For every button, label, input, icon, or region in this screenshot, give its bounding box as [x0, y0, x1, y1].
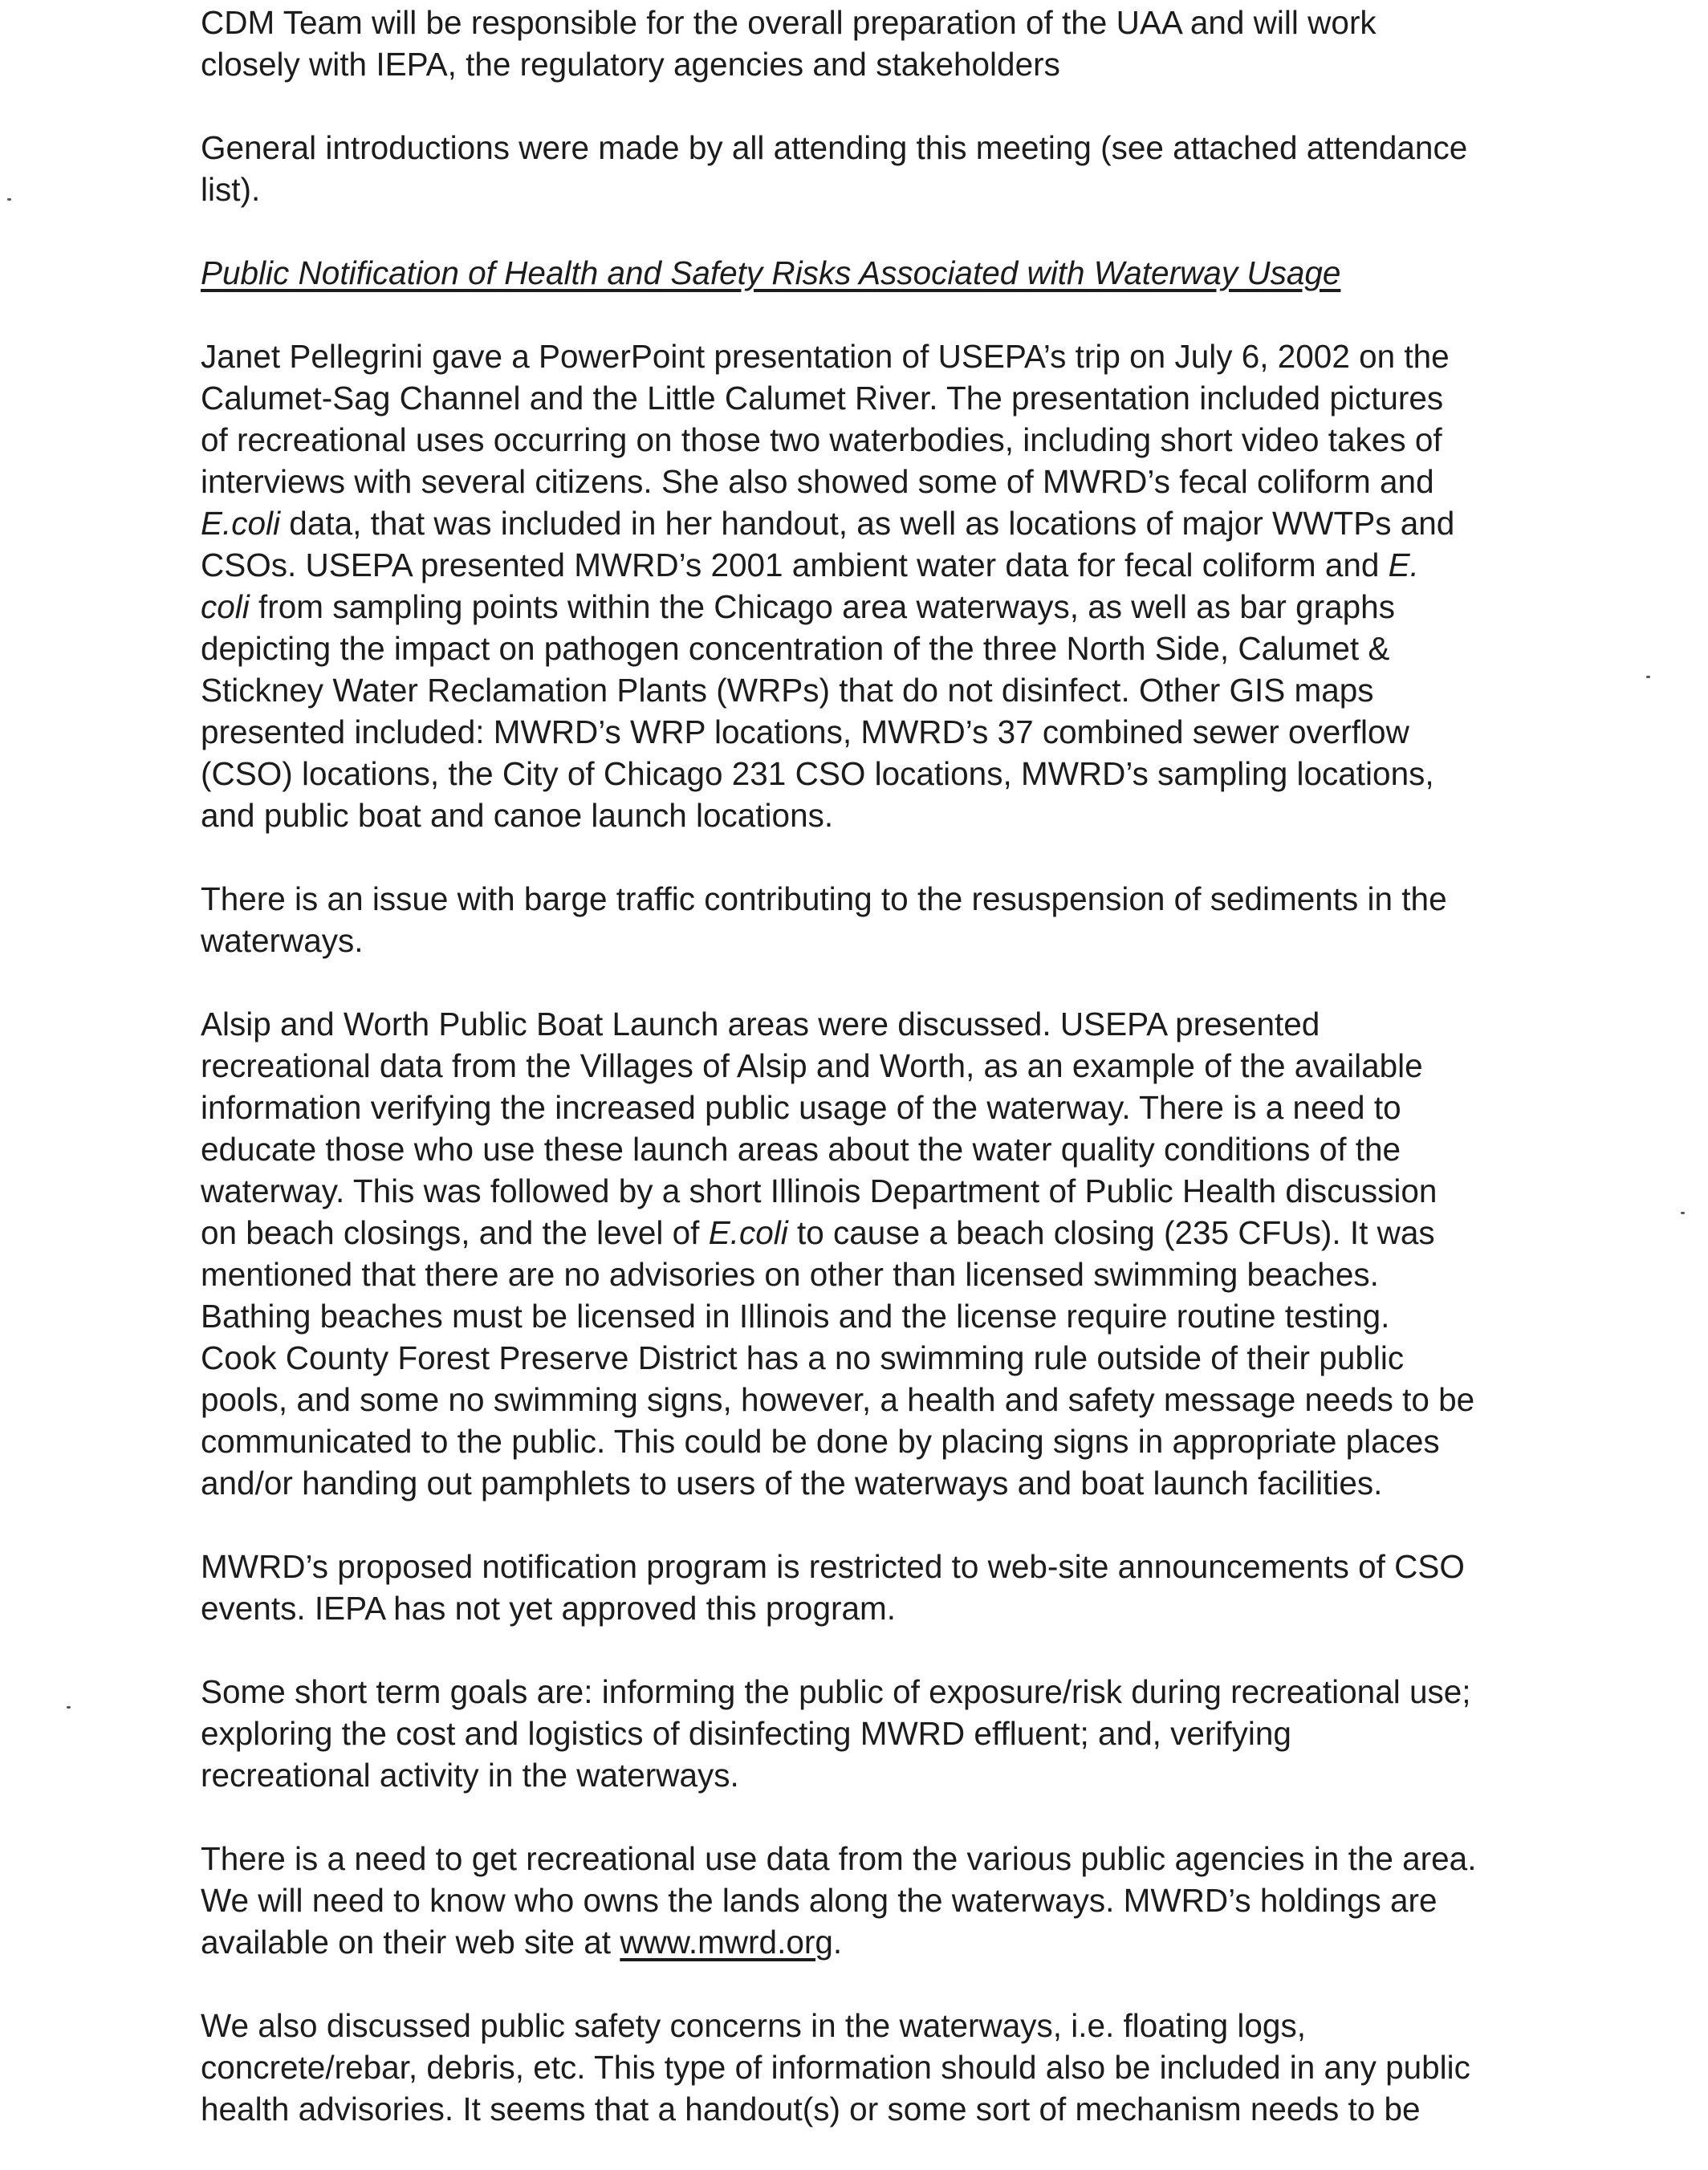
paragraph-recreational-data	[201, 1838, 1637, 1963]
text-run: from sampling points within the Chicago area waterways, as well as bar graphs	[249, 588, 1395, 625]
text-line: list).	[201, 171, 261, 208]
scan-speck	[7, 198, 11, 201]
text-line: recreational activity in the waterways.	[201, 1757, 739, 1794]
text-line: educate those who use these launch areas about the water quality conditions of the	[201, 1131, 1401, 1168]
text-line	[201, 1212, 1637, 1254]
scan-speck	[1646, 676, 1650, 678]
text-line: closely with IEPA, the regulatory agencies and stakeholders	[201, 46, 1060, 83]
text-line: We also discussed public safety concerns in the waterways, i.e. floating logs,	[201, 2007, 1306, 2044]
text-line: Cook County Forest Preserve District has a no swimming rule outside of their public	[201, 1339, 1405, 1376]
paragraph-cdm-team	[201, 2, 1637, 85]
paragraph-introductions	[201, 127, 1637, 210]
document-body	[201, 2, 1637, 2130]
text-line: interviews with several citizens. She also showed some of MWRD’s fecal coliform and	[201, 463, 1434, 500]
paragraph-spacer	[201, 1504, 1637, 1546]
paragraph-short-term-goals	[201, 1671, 1637, 1796]
text-line: waterways.	[201, 922, 364, 959]
italic-text: coli	[201, 588, 250, 625]
paragraph-public-safety	[201, 2005, 1637, 2130]
text-line: (CSO) locations, the City of Chicago 231 CSO locations, MWRD’s sampling locations,	[201, 755, 1434, 792]
paragraph-spacer	[201, 294, 1637, 335]
text-line: presented included: MWRD’s WRP locations, MWRD’s 37 combined sewer overflow	[201, 713, 1409, 750]
text-line: Calumet-Sag Channel and the Little Calumet River. The presentation included pictures	[201, 380, 1444, 417]
text-line: CDM Team will be responsible for the overall preparation of the UAA and will work	[201, 4, 1377, 41]
scan-speck	[67, 1706, 71, 1709]
paragraph-spacer	[201, 1629, 1637, 1671]
section-heading	[201, 252, 1637, 294]
paragraph-spacer	[201, 1796, 1637, 1838]
text-line: There is an issue with barge traffic contributing to the resuspension of sediments in the	[201, 880, 1447, 917]
text-run: data, that was included in her handout, as well as locations of major WWTPs and	[280, 505, 1455, 542]
paragraph-spacer	[201, 210, 1637, 252]
text-line: Janet Pellegrini gave a PowerPoint presentation of USEPA’s trip on July 6, 2002 on the	[201, 338, 1450, 375]
text-line	[201, 1921, 1637, 1963]
italic-text: E.	[1388, 547, 1419, 583]
text-line	[201, 544, 1637, 586]
text-run: to cause a beach closing (235 CFUs). It was	[787, 1214, 1435, 1251]
text-line: waterway. This was followed by a short Illinois Department of Public Health discussion	[201, 1172, 1438, 1209]
section-heading-text: Public Notification of Health and Safety Risks Associated with Waterway Usage	[201, 254, 1341, 291]
paragraph-spacer	[201, 961, 1637, 1003]
text-line: Stickney Water Reclamation Plants (WRPs) that do not disinfect. Other GIS maps	[201, 672, 1374, 709]
text-line: concrete/rebar, debris, etc. This type of information should also be included in any public	[201, 2049, 1470, 2086]
text-line: Alsip and Worth Public Boat Launch areas were discussed. USEPA presented	[201, 1006, 1320, 1042]
text-line: events. IEPA has not yet approved this program.	[201, 1590, 896, 1627]
text-line: of recreational uses occurring on those two waterbodies, including short video takes of	[201, 421, 1442, 458]
text-run: available on their web site at	[201, 1924, 620, 1961]
italic-text: E.coli	[201, 505, 281, 542]
paragraph-spacer	[201, 836, 1637, 878]
paragraph-presentation	[201, 335, 1637, 836]
text-line: depicting the impact on pathogen concentration of the three North Side, Calumet &	[201, 630, 1390, 667]
text-line: and public boat and canoe launch locations.	[201, 797, 834, 834]
text-line: mentioned that there are no advisories on other than licensed swimming beaches.	[201, 1256, 1379, 1293]
text-line: Some short term goals are: informing the public of exposure/risk during recreational use;	[201, 1673, 1471, 1710]
paragraph-spacer	[201, 85, 1637, 127]
text-line: information verifying the increased public usage of the waterway. There is a need to	[201, 1089, 1401, 1126]
text-line	[201, 502, 1637, 544]
text-line: We will need to know who owns the lands along the waterways. MWRD’s holdings are	[201, 1882, 1438, 1919]
text-run: CSOs. USEPA presented MWRD’s 2001 ambient water data for fecal coliform and	[201, 547, 1389, 583]
website-link[interactable]: www.mwrd.org	[620, 1924, 833, 1961]
paragraph-boat-launch	[201, 1003, 1637, 1504]
text-line: pools, and some no swimming signs, however, a health and safety message needs to be	[201, 1381, 1475, 1418]
text-line: MWRD’s proposed notification program is restricted to web-site announcements of CSO	[201, 1548, 1465, 1585]
paragraph-notification-program	[201, 1546, 1637, 1629]
text-line: recreational data from the Villages of Alsip and Worth, as an example of the available	[201, 1047, 1423, 1084]
text-line: There is a need to get recreational use data from the various public agencies in the area.	[201, 1840, 1477, 1877]
text-line: health advisories. It seems that a handout(s) or some sort of mechanism needs to be	[201, 2091, 1421, 2127]
italic-text: E.coli	[708, 1214, 788, 1251]
text-line	[201, 586, 1637, 628]
text-line: communicated to the public. This could be done by placing signs in appropriate places	[201, 1423, 1440, 1460]
text-line: and/or handing out pamphlets to users of the waterways and boat launch facilities.	[201, 1465, 1383, 1502]
text-line: General introductions were made by all attending this meeting (see attached attendance	[201, 129, 1468, 166]
paragraph-barge-traffic	[201, 878, 1637, 961]
text-run: on beach closings, and the level of	[201, 1214, 709, 1251]
paragraph-spacer	[201, 1963, 1637, 2005]
text-line: Bathing beaches must be licensed in Illinois and the license require routine testing.	[201, 1298, 1390, 1335]
scan-speck	[1681, 1212, 1685, 1214]
text-line: exploring the cost and logistics of disinfecting MWRD effluent; and, verifying	[201, 1715, 1291, 1752]
text-run: .	[832, 1924, 843, 1961]
